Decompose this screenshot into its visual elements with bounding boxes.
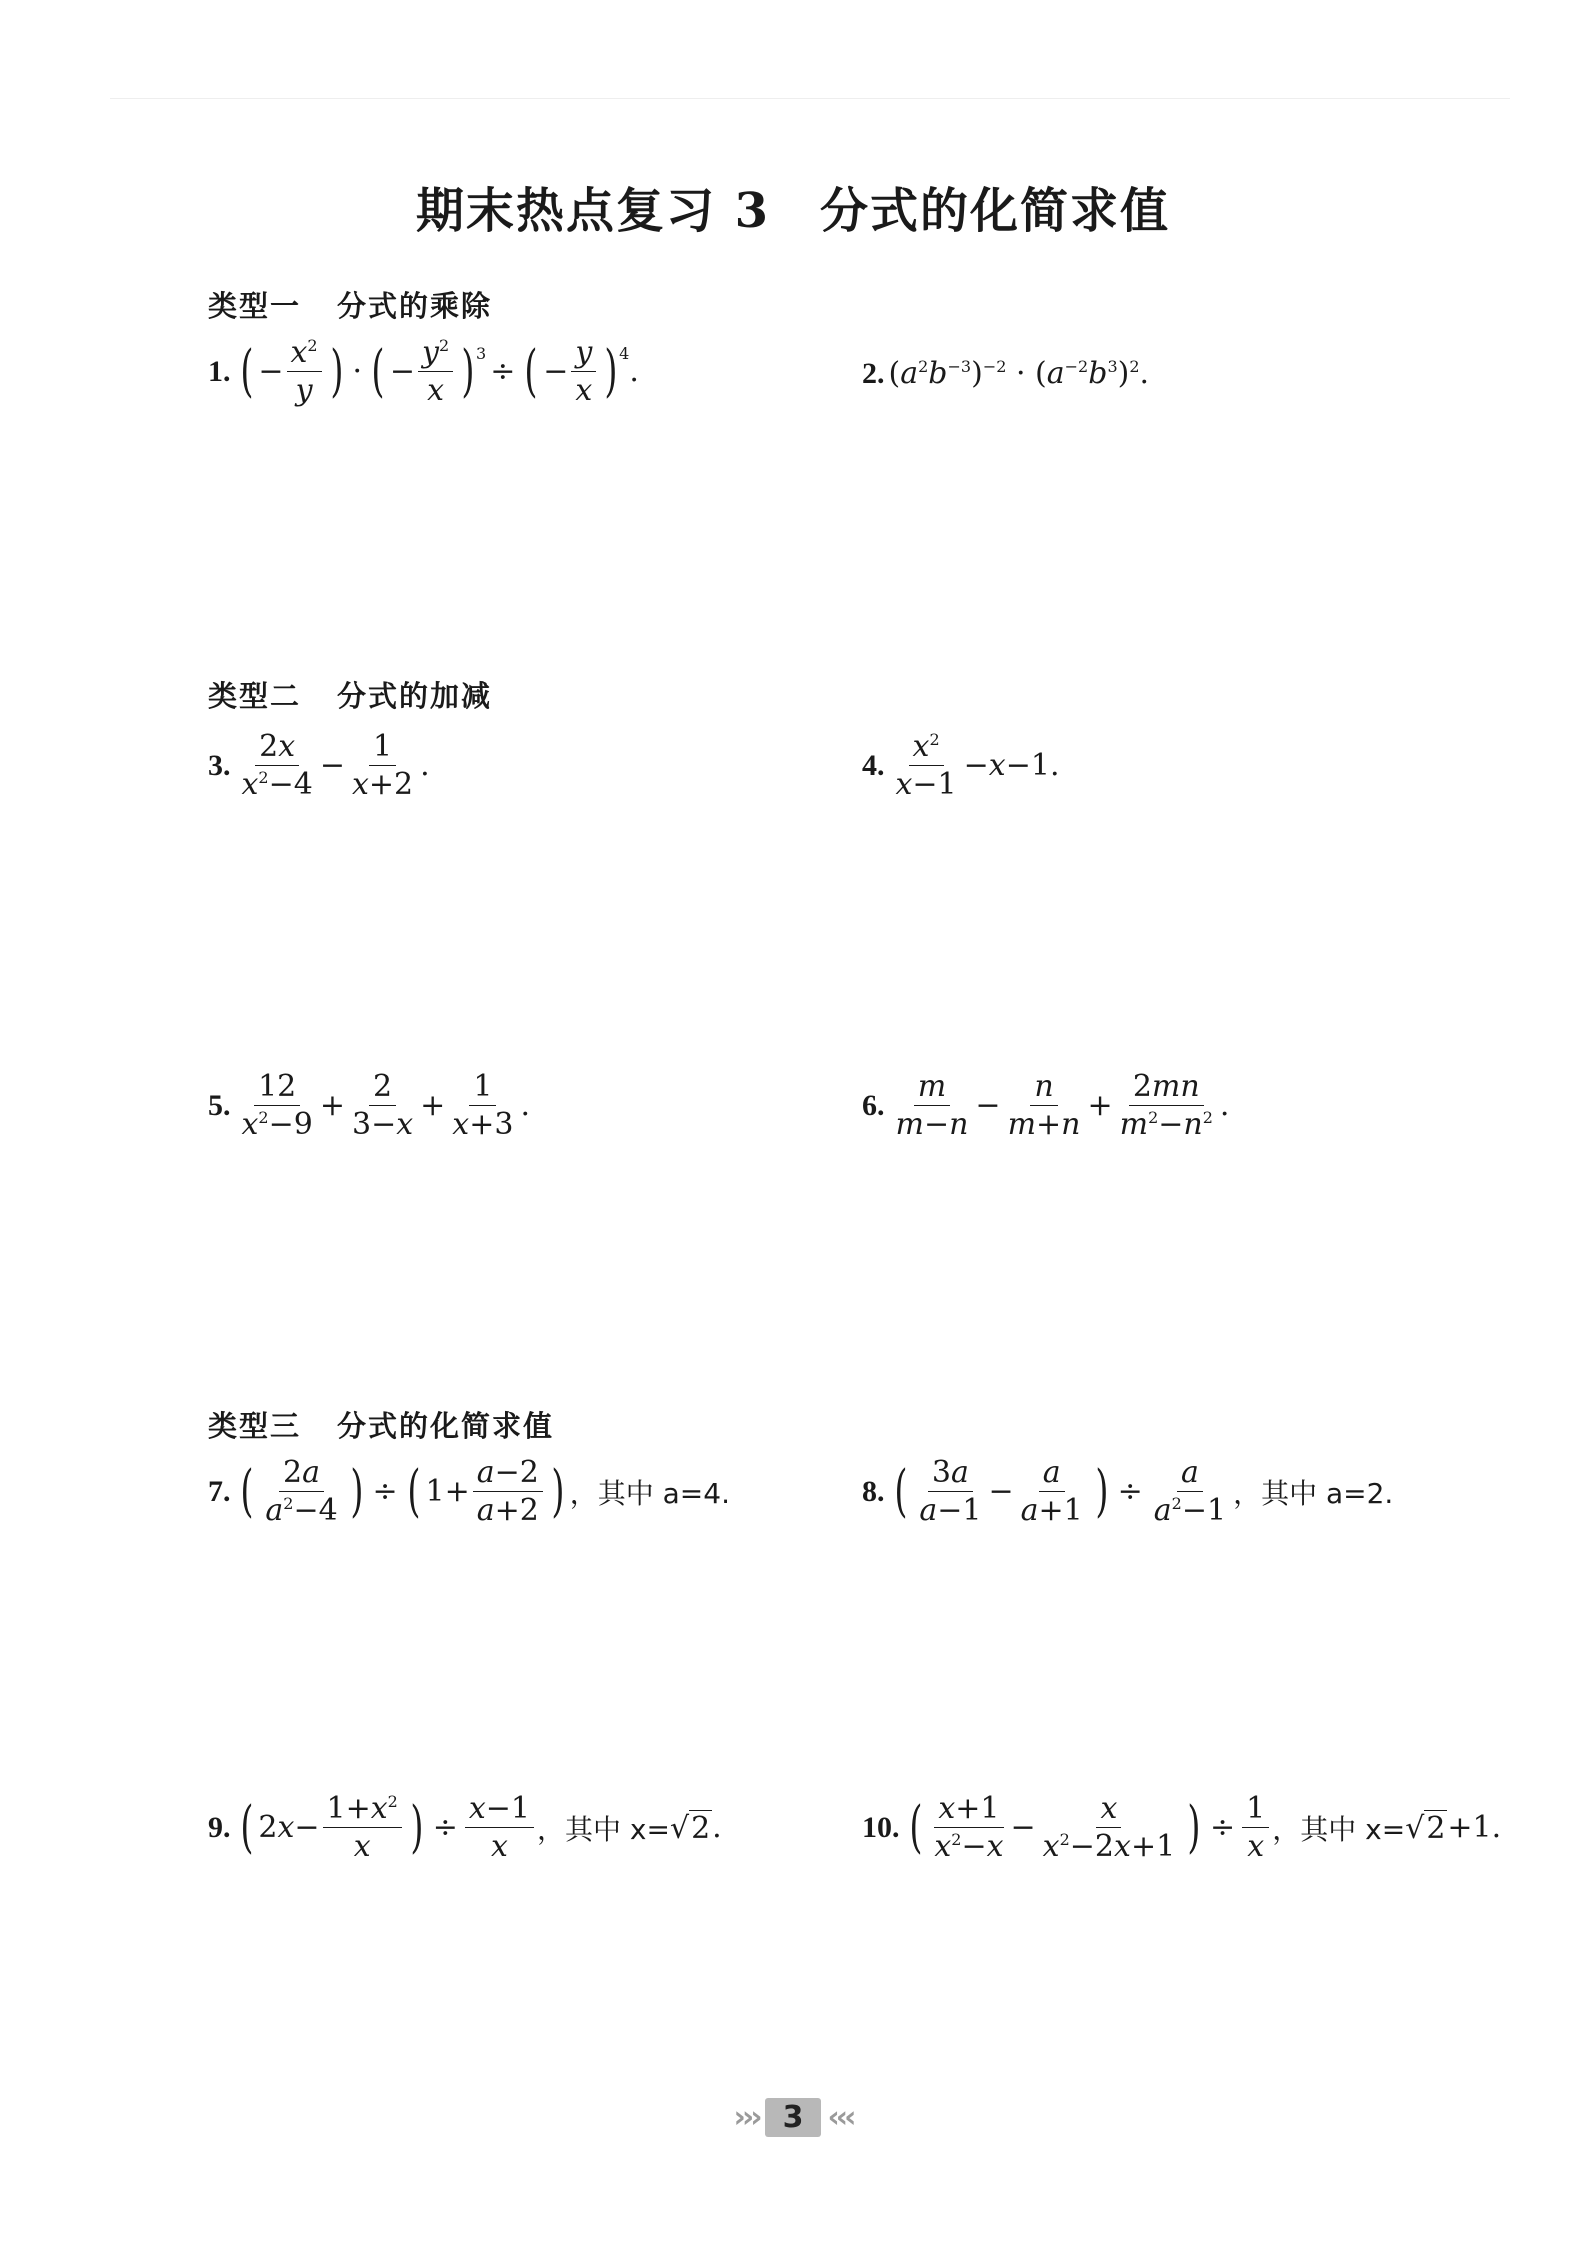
problem-2: 2. $(a^2b^{-3})^{-2} \cdot (a^{-2}b^3)^2$. [862, 356, 1150, 391]
problem-number: 2. [862, 356, 885, 390]
section-prefix: 类型三 [208, 1409, 302, 1443]
section-prefix: 类型一 [208, 289, 302, 323]
problem-number: 10. [862, 1810, 900, 1844]
section-prefix: 类型二 [208, 679, 302, 713]
section-heading-2 [208, 674, 492, 715]
problem-8: 8. ( $\frac{3a}{a-1}$ − $\frac{a}{a+1}$ ) ÷ $\frac{a}{a^2-1}$ ，其中 a=2. [862, 1455, 1394, 1528]
problem-number: 9. [208, 1810, 231, 1844]
problem-5: 5. $\frac{12}{x^2-9}$ + $\frac{2}{3-x}$ + $\frac{1}{x+3}$ . [208, 1069, 530, 1142]
section-heading-3 [208, 1404, 554, 1445]
problem-number: 1. [208, 354, 231, 388]
section-heading-1 [208, 284, 492, 325]
chevron-right-icon: ››› [733, 2100, 759, 2135]
section-label: 分式的化简求值 [337, 1409, 555, 1443]
problem-1: 1. ( − $\frac{x^2}{y}$ ) · ( − $\frac{y^2}{x}$ ) $^3$ ÷ ( − $\frac{y}{x}$ ) $^4$ . [208, 335, 639, 408]
problem-3: 3. $\frac{2x}{x^2-4}$ − $\frac{1}{x+2}$ . [208, 729, 430, 802]
page-number: 3 [765, 2098, 822, 2137]
section-label: 分式的乘除 [337, 289, 493, 323]
problem-7: 7. ( $\frac{2a}{a^2-4}$ ) ÷ ( 1+ $\frac{a-2}{a+2}$ ) ，其中 a=4. [208, 1455, 730, 1528]
problem-number: 5. [208, 1088, 231, 1122]
page-footer [0, 2098, 1586, 2137]
condition-text: ，其中 x= [537, 1812, 670, 1846]
page-title: 期末热点复习 3 分式的化简求值 [415, 183, 1171, 239]
problem-number: 6. [862, 1088, 885, 1122]
problem-number: 3. [208, 748, 231, 782]
problem-number: 7. [208, 1474, 231, 1508]
problem-6: 6. $\frac{m}{m-n}$ − $\frac{n}{m+n}$ + $\frac{2mn}{m^2-n^2}$ . [862, 1069, 1230, 1142]
condition-text: ，其中 a=4. [569, 1476, 730, 1510]
problem-10: 10. ( $\frac{x+1}{x^2-x}$ − $\frac{x}{x^2-2x+1}$ ) ÷ $\frac{1}{x}$ ，其中 x= √ 2 +1. [862, 1791, 1502, 1864]
problem-9: 9. ( 2x− $\frac{1+x^2}{x}$ ) ÷ $\frac{x-1}{x}$ ，其中 x= √ 2 . [208, 1791, 722, 1864]
condition-text: ，其中 x= [1272, 1812, 1406, 1846]
problem-number: 8. [862, 1474, 885, 1508]
problem-number: 4. [862, 748, 885, 782]
chevron-left-icon: ‹‹‹ [827, 2100, 853, 2135]
section-label: 分式的加减 [337, 679, 493, 713]
problem-4: 4. $\frac{x^2}{x-1}$ −x−1. [862, 729, 1060, 802]
top-rule [110, 98, 1510, 99]
condition-text: ，其中 a=2. [1233, 1476, 1394, 1510]
